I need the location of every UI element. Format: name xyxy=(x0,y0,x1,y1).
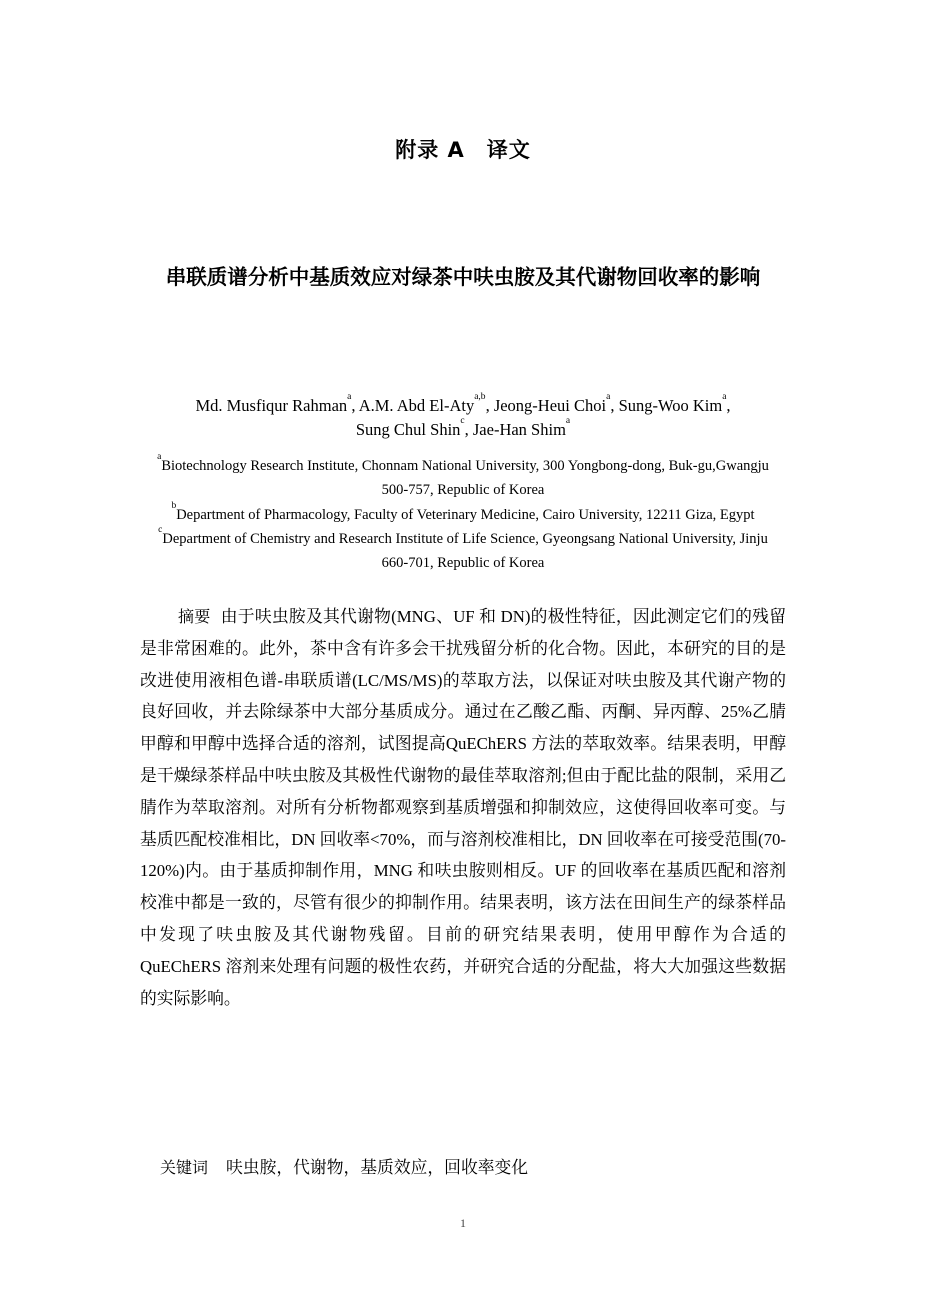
affiliation-text: Department of Pharmacology, Faculty of Veterinary Medicine, Cairo University, 12211 Giza, Egypt xyxy=(176,506,755,523)
affiliation-list xyxy=(150,454,776,575)
keywords xyxy=(160,1154,780,1182)
abstract-label: 摘要 xyxy=(178,607,211,626)
author-name: Sung Chul Shin xyxy=(355,420,461,439)
appendix-label: 附录 A xyxy=(395,138,465,162)
author: A.M. Abd El-Aty$^{a,b}$, xyxy=(358,392,494,415)
author-affil-mark: a,b xyxy=(474,392,486,402)
author: Md. Musfiqur Rahman$^a$, xyxy=(195,392,359,415)
author-name: Jeong-Heui Choi xyxy=(493,396,607,415)
author: Sung-Woo Kim$^a$, xyxy=(618,392,731,415)
affiliation xyxy=(150,500,776,527)
keywords-text: 呋虫胺，代谢物，基质效应，回收率变化 xyxy=(226,1158,529,1177)
affiliation-mark: a xyxy=(157,452,162,462)
keywords-label: 关键词 xyxy=(160,1158,209,1177)
author-affil-mark: a xyxy=(606,392,611,402)
author-name: Jae-Han Shim xyxy=(472,420,566,439)
author-affil-mark: a xyxy=(565,416,571,426)
abstract-text: 由于呋虫胺及其代谢物(MNG、UF 和 DN)的极性特征，因此测定它们的残留是非常困难的。此外，茶中含有许多会干扰残留分析的化合物。因此，本研究的目的是改进使用液相色谱-串联质谱(LC/MS/MS)的萃取方法，以保证对呋虫胺及其代谢产物的良好回收，并去除绿茶中大部分基质成分。通过在乙酸乙酯、丙酮、异丙醇、25%乙腈甲醇和甲醇中选择合适的溶剂，试图提高QuEChERS 方法的萃取效率。结果表明，甲醇是干燥绿茶样品中呋虫胺及其极性代谢物的最佳萃取溶剂;但由于配比盐的限制，采用乙腈作为萃取溶剂。对所有分析物都观察到基质增强和抑制效应，这使得回收率可变。与基质匹配校准相比，DN 回收率<70%，而与溶剂校准相比，DN 回收率在可接受范围(70-120%)内。由于基质抑制作用，MNG 和呋虫胺则相反。UF 的回收率在基质匹配和溶剂校准中都是一致的，尽管有很少的抑制作用。结果表明，该方法在田间生产的绿茶样品中发现了呋虫胺及其代谢物残留。目前的研究结果表明，使用甲醇作为合适的 QuEChERS 溶剂来处理有问题的极性农药，并研究合适的分配盐，将大大加强这些数据的实际影响。 xyxy=(140,607,786,1008)
affiliation-mark: b xyxy=(171,500,177,511)
author-affil-mark: a xyxy=(722,392,727,402)
author-affil-mark: a xyxy=(347,392,352,402)
author: Jeong-Heui Choi$^a$, xyxy=(493,392,619,415)
author-list xyxy=(150,394,776,442)
affiliation-mark: c xyxy=(158,524,163,535)
abstract xyxy=(140,601,786,1014)
appendix-title: 译文 xyxy=(486,138,531,162)
appendix-heading xyxy=(0,134,926,164)
affiliation xyxy=(150,454,776,503)
author-name: A.M. Abd El-Aty xyxy=(358,396,475,415)
author-affil-mark: c xyxy=(460,416,465,426)
author: Sung Chul Shin$^c$, xyxy=(355,416,473,439)
page-number: 1 xyxy=(460,1216,466,1230)
affiliation-text: Department of Chemistry and Research Institute of Life Science, Gyeongsang National University, Jinju 660-701, Republic of Korea xyxy=(162,530,768,572)
author xyxy=(472,416,571,439)
author-name: Md. Musfiqur Rahman xyxy=(195,396,348,415)
affiliation xyxy=(150,524,776,576)
affiliation-text: Biotechnology Research Institute, Chonnam National University, 300 Yongbong-dong, Buk-gu,Gwangju 500-757, Republic of Korea xyxy=(161,458,769,499)
paper-title: 串联质谱分析中基质效应对绿茶中呋虫胺及其代谢物回收率的影响 xyxy=(165,265,761,289)
author-name: Sung-Woo Kim xyxy=(618,396,723,415)
